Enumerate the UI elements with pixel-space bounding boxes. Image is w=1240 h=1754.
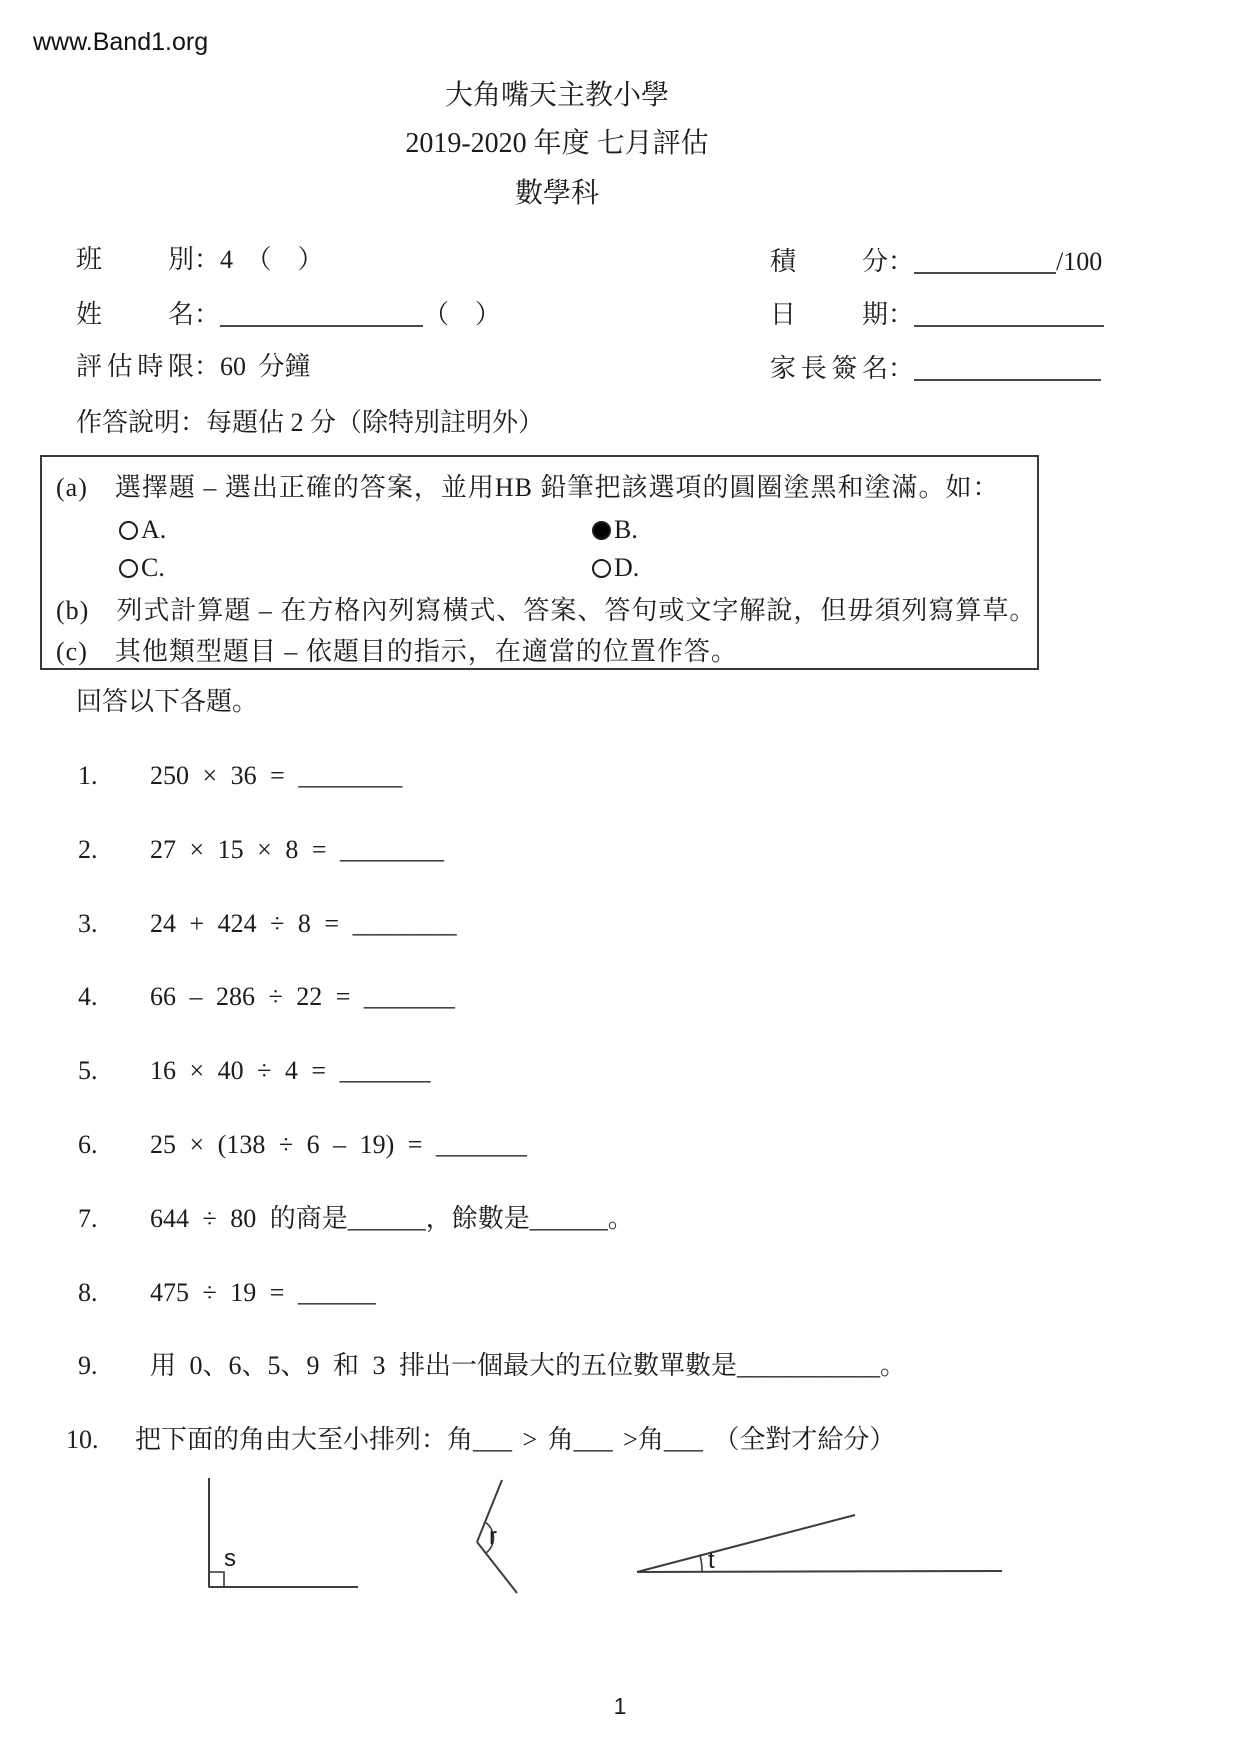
question-10 xyxy=(0,1422,1240,1462)
option-d-example xyxy=(592,550,639,586)
angle-t-label: t xyxy=(708,1547,715,1574)
date-label: 日期 xyxy=(770,300,888,329)
question-text: 16 × 40 ÷ 4 = _______ xyxy=(150,1056,431,1085)
question-number: 2. xyxy=(78,835,98,864)
class-value: 4 （ ） xyxy=(220,245,324,274)
questions-prompt: 回答以下各題。 xyxy=(76,687,259,716)
angle-diagrams xyxy=(0,1460,1240,1660)
question-6 xyxy=(0,1127,1240,1167)
option-b-label: B. xyxy=(614,515,638,544)
empty-bubble-icon xyxy=(119,521,138,540)
question-number: 8. xyxy=(78,1278,98,1307)
question-7 xyxy=(0,1201,1240,1241)
score-suffix: /100 xyxy=(1056,247,1103,276)
angle-r-label: r xyxy=(489,1523,497,1550)
instruction-line-b: (b) 列式計算題 – 在方格內列寫橫式、答案、答句或文字解說，但毋須列寫算草。 xyxy=(56,596,1037,625)
question-text: 27 × 15 × 8 = ________ xyxy=(150,835,444,864)
colon: ： xyxy=(888,247,915,276)
school-name: 大角嘴天主教小學 xyxy=(444,80,669,111)
time-limit-field xyxy=(76,349,311,385)
option-a-label: A. xyxy=(141,515,167,544)
question-text: 644 ÷ 80 的商是______，餘數是______。 xyxy=(150,1204,634,1233)
question-number: 5. xyxy=(78,1056,98,1085)
acute-angle-t-diagram xyxy=(637,1515,1002,1574)
question-text: 250 × 36 = ________ xyxy=(150,761,403,790)
right-angle-marker xyxy=(209,1572,224,1587)
name-label: 姓名 xyxy=(76,300,194,329)
time-limit-label: 評估時限 xyxy=(76,352,194,381)
question-number: 1. xyxy=(78,761,98,790)
name-field xyxy=(76,295,501,333)
name-paren: （ ） xyxy=(423,300,502,329)
question-text: 66 – 286 ÷ 22 = _______ xyxy=(150,982,455,1011)
question-2 xyxy=(0,832,1240,872)
date-blank xyxy=(914,295,1104,327)
question-text: 25 × (138 ÷ 6 – 19) = _______ xyxy=(150,1130,527,1159)
colon: ： xyxy=(194,245,221,274)
question-text: 24 + 424 ÷ 8 = ________ xyxy=(150,909,457,938)
angle-arc xyxy=(700,1555,702,1572)
parent-signature-label: 家長簽名 xyxy=(770,354,888,383)
question-8 xyxy=(0,1275,1240,1315)
watermark-text: www.Band1.org xyxy=(33,28,209,56)
empty-bubble-icon xyxy=(592,559,611,578)
filled-bubble-icon xyxy=(592,521,611,540)
date-field xyxy=(770,295,1104,333)
question-5 xyxy=(0,1053,1240,1093)
question-text: 用 0、6、5、9 和 3 排出一個最大的五位數單數是___________。 xyxy=(150,1351,907,1380)
instruction-line-a: (a) 選擇題 – 選出正確的答案，並用HB 鉛筆把該選項的圓圈塗黑和塗滿。如： xyxy=(56,473,1000,502)
question-4 xyxy=(0,979,1240,1019)
score-label: 積分 xyxy=(770,247,888,276)
option-c-label: C. xyxy=(141,553,165,582)
option-b-example xyxy=(592,512,638,548)
colon: ： xyxy=(888,354,915,383)
question-9 xyxy=(0,1348,1240,1388)
page-number: 1 xyxy=(613,1693,627,1719)
class-field xyxy=(76,242,324,278)
question-1 xyxy=(0,758,1240,798)
time-limit-value: 60 分鐘 xyxy=(220,352,311,381)
question-number: 7. xyxy=(78,1204,98,1233)
subject-title: 數學科 xyxy=(514,178,599,209)
option-d-label: D. xyxy=(614,553,640,582)
obtuse-angle-r-diagram xyxy=(477,1480,517,1593)
question-text: 475 ÷ 19 = ______ xyxy=(150,1278,376,1307)
parent-signature-field xyxy=(770,349,1101,387)
score-field xyxy=(770,242,1102,280)
angle-s-label: s xyxy=(224,1545,236,1572)
score-blank xyxy=(914,242,1056,274)
answer-instructions-note: 作答說明：每題佔 2 分（除特別註明外） xyxy=(76,408,545,437)
name-blank xyxy=(220,295,423,327)
instruction-line-c: (c) 其他類型題目 – 依題目的指示，在適當的位置作答。 xyxy=(56,637,738,666)
question-number: 10. xyxy=(66,1425,99,1454)
question-number: 4. xyxy=(78,982,98,1011)
colon: ： xyxy=(194,300,221,329)
colon: ： xyxy=(194,352,221,381)
question-3 xyxy=(0,906,1240,946)
colon: ： xyxy=(888,300,915,329)
class-label: 班別 xyxy=(76,245,194,274)
term-title: 2019-2020 年度 七月評估 xyxy=(405,128,709,159)
signature-blank xyxy=(914,349,1101,381)
question-number: 3. xyxy=(78,909,98,938)
option-c-example xyxy=(119,550,165,586)
option-a-example xyxy=(119,512,166,548)
right-angle-s-diagram xyxy=(209,1478,358,1587)
empty-bubble-icon xyxy=(119,559,138,578)
instruction-box xyxy=(40,455,1039,670)
question-text: 把下面的角由大至小排列：角___ > 角___ >角___ （全對才給分） xyxy=(135,1425,896,1454)
question-number: 6. xyxy=(78,1130,98,1159)
question-number: 9. xyxy=(78,1351,98,1380)
